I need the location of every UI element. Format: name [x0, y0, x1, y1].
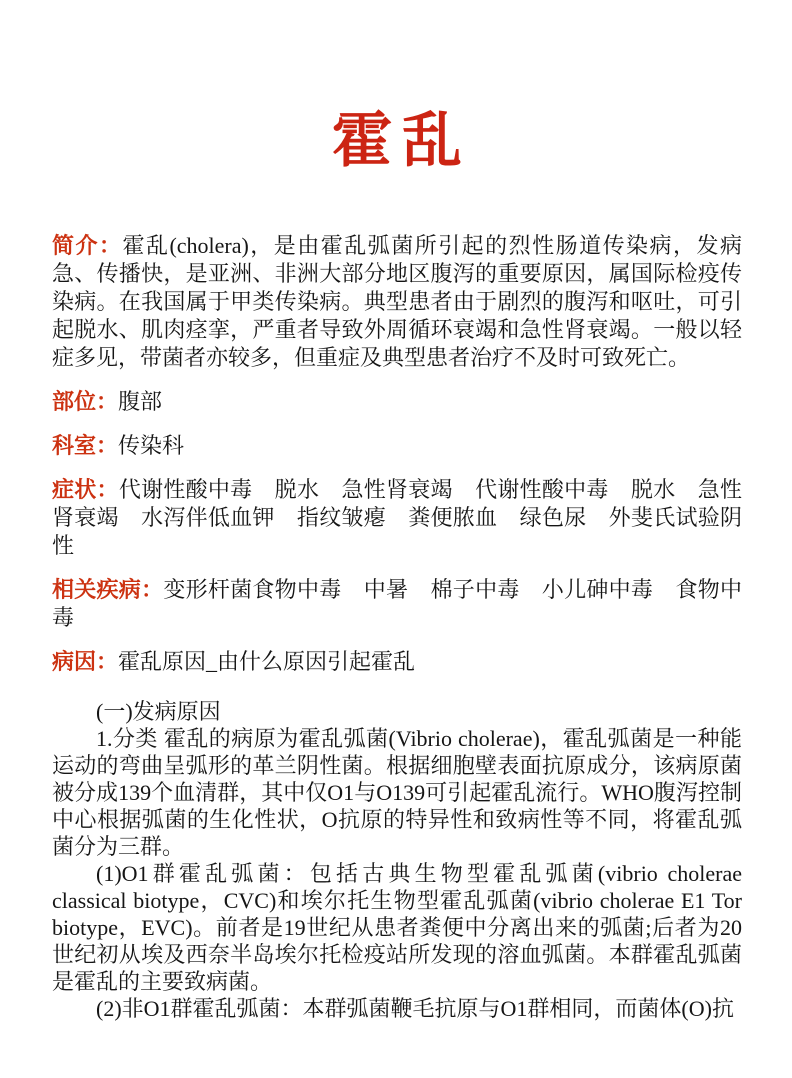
- cause-detail-paragraph-1: (一)发病原因: [96, 699, 221, 724]
- location-label: 部位：: [52, 389, 119, 414]
- section-department: [52, 432, 742, 460]
- intro-label: 简介：: [52, 233, 123, 258]
- cause-detail-block: [52, 698, 742, 1022]
- related-diseases-label: 相关疾病：: [52, 577, 164, 602]
- section-symptoms: [52, 476, 742, 560]
- related-diseases-list: 变形杆菌食物中毒 中暑 棉子中毒 小儿砷中毒 食物中毒: [52, 577, 742, 630]
- symptoms-label: 症状：: [52, 477, 119, 502]
- symptoms-list: 代谢性酸中毒 脱水 急性肾衰竭 代谢性酸中毒 脱水 急性肾衰竭 水泻伴低血钾 指纹皱瘪 粪便脓血 绿色尿 外斐氏试验阴性: [52, 477, 742, 558]
- cause-detail-paragraph-2: 1.分类 霍乱的病原为霍乱弧菌(Vibrio cholerae)，霍乱弧菌是一种能运动的弯曲呈弧形的革兰阴性菌。根据细胞壁表面抗原成分，该病原菌被分成139个血清群，其中仅O1与O139可引起霍乱流行。WHO腹泻控制中心根据弧菌的生化性状，O抗原的特异性和致病性等不同，将霍乱弧菌分为三群。: [52, 726, 742, 859]
- intro-text: 霍乱(cholera)，是由霍乱弧菌所引起的烈性肠道传染病，发病急、传播快，是亚洲、非洲大部分地区腹泻的重要原因，属国际检疫传染病。在我国属于甲类传染病。典型患者由于剧烈的腹泻和呕吐，可引起脱水、肌肉痉挛，严重者导致外周循环衰竭和急性肾衰竭。一般以轻症多见，带菌者亦较多，但重症及典型患者治疗不及时可致死亡。: [52, 233, 742, 370]
- document-title: 霍乱: [332, 106, 472, 176]
- department-label: 科室：: [52, 433, 119, 458]
- department-text: 传染科: [118, 433, 185, 458]
- cause-text: 霍乱原因_由什么原因引起霍乱: [118, 649, 416, 674]
- section-related-diseases: [52, 576, 742, 632]
- section-intro: [52, 232, 742, 372]
- cause-detail-paragraph-4: (2)非O1群霍乱弧菌：本群弧菌鞭毛抗原与O1群相同，而菌体(O)抗: [96, 996, 734, 1021]
- cause-label: 病因：: [52, 649, 119, 674]
- cause-detail-paragraph-3: (1)O1群霍乱弧菌：包括古典生物型霍乱弧菌(vibrio cholerae classical biotype，CVC)和埃尔托生物型霍乱弧菌(vibrio cholerae E1 Tor biotype，EVC)。前者是19世纪从患者粪便中分离出来的弧菌;后者为20世纪初从埃及西奈半岛埃尔托检疫站所发现的溶血弧菌。本群霍乱弧菌是霍乱的主要致病菌。: [52, 861, 742, 994]
- section-cause: [52, 648, 742, 676]
- location-text: 腹部: [118, 389, 163, 414]
- section-location: [52, 388, 742, 416]
